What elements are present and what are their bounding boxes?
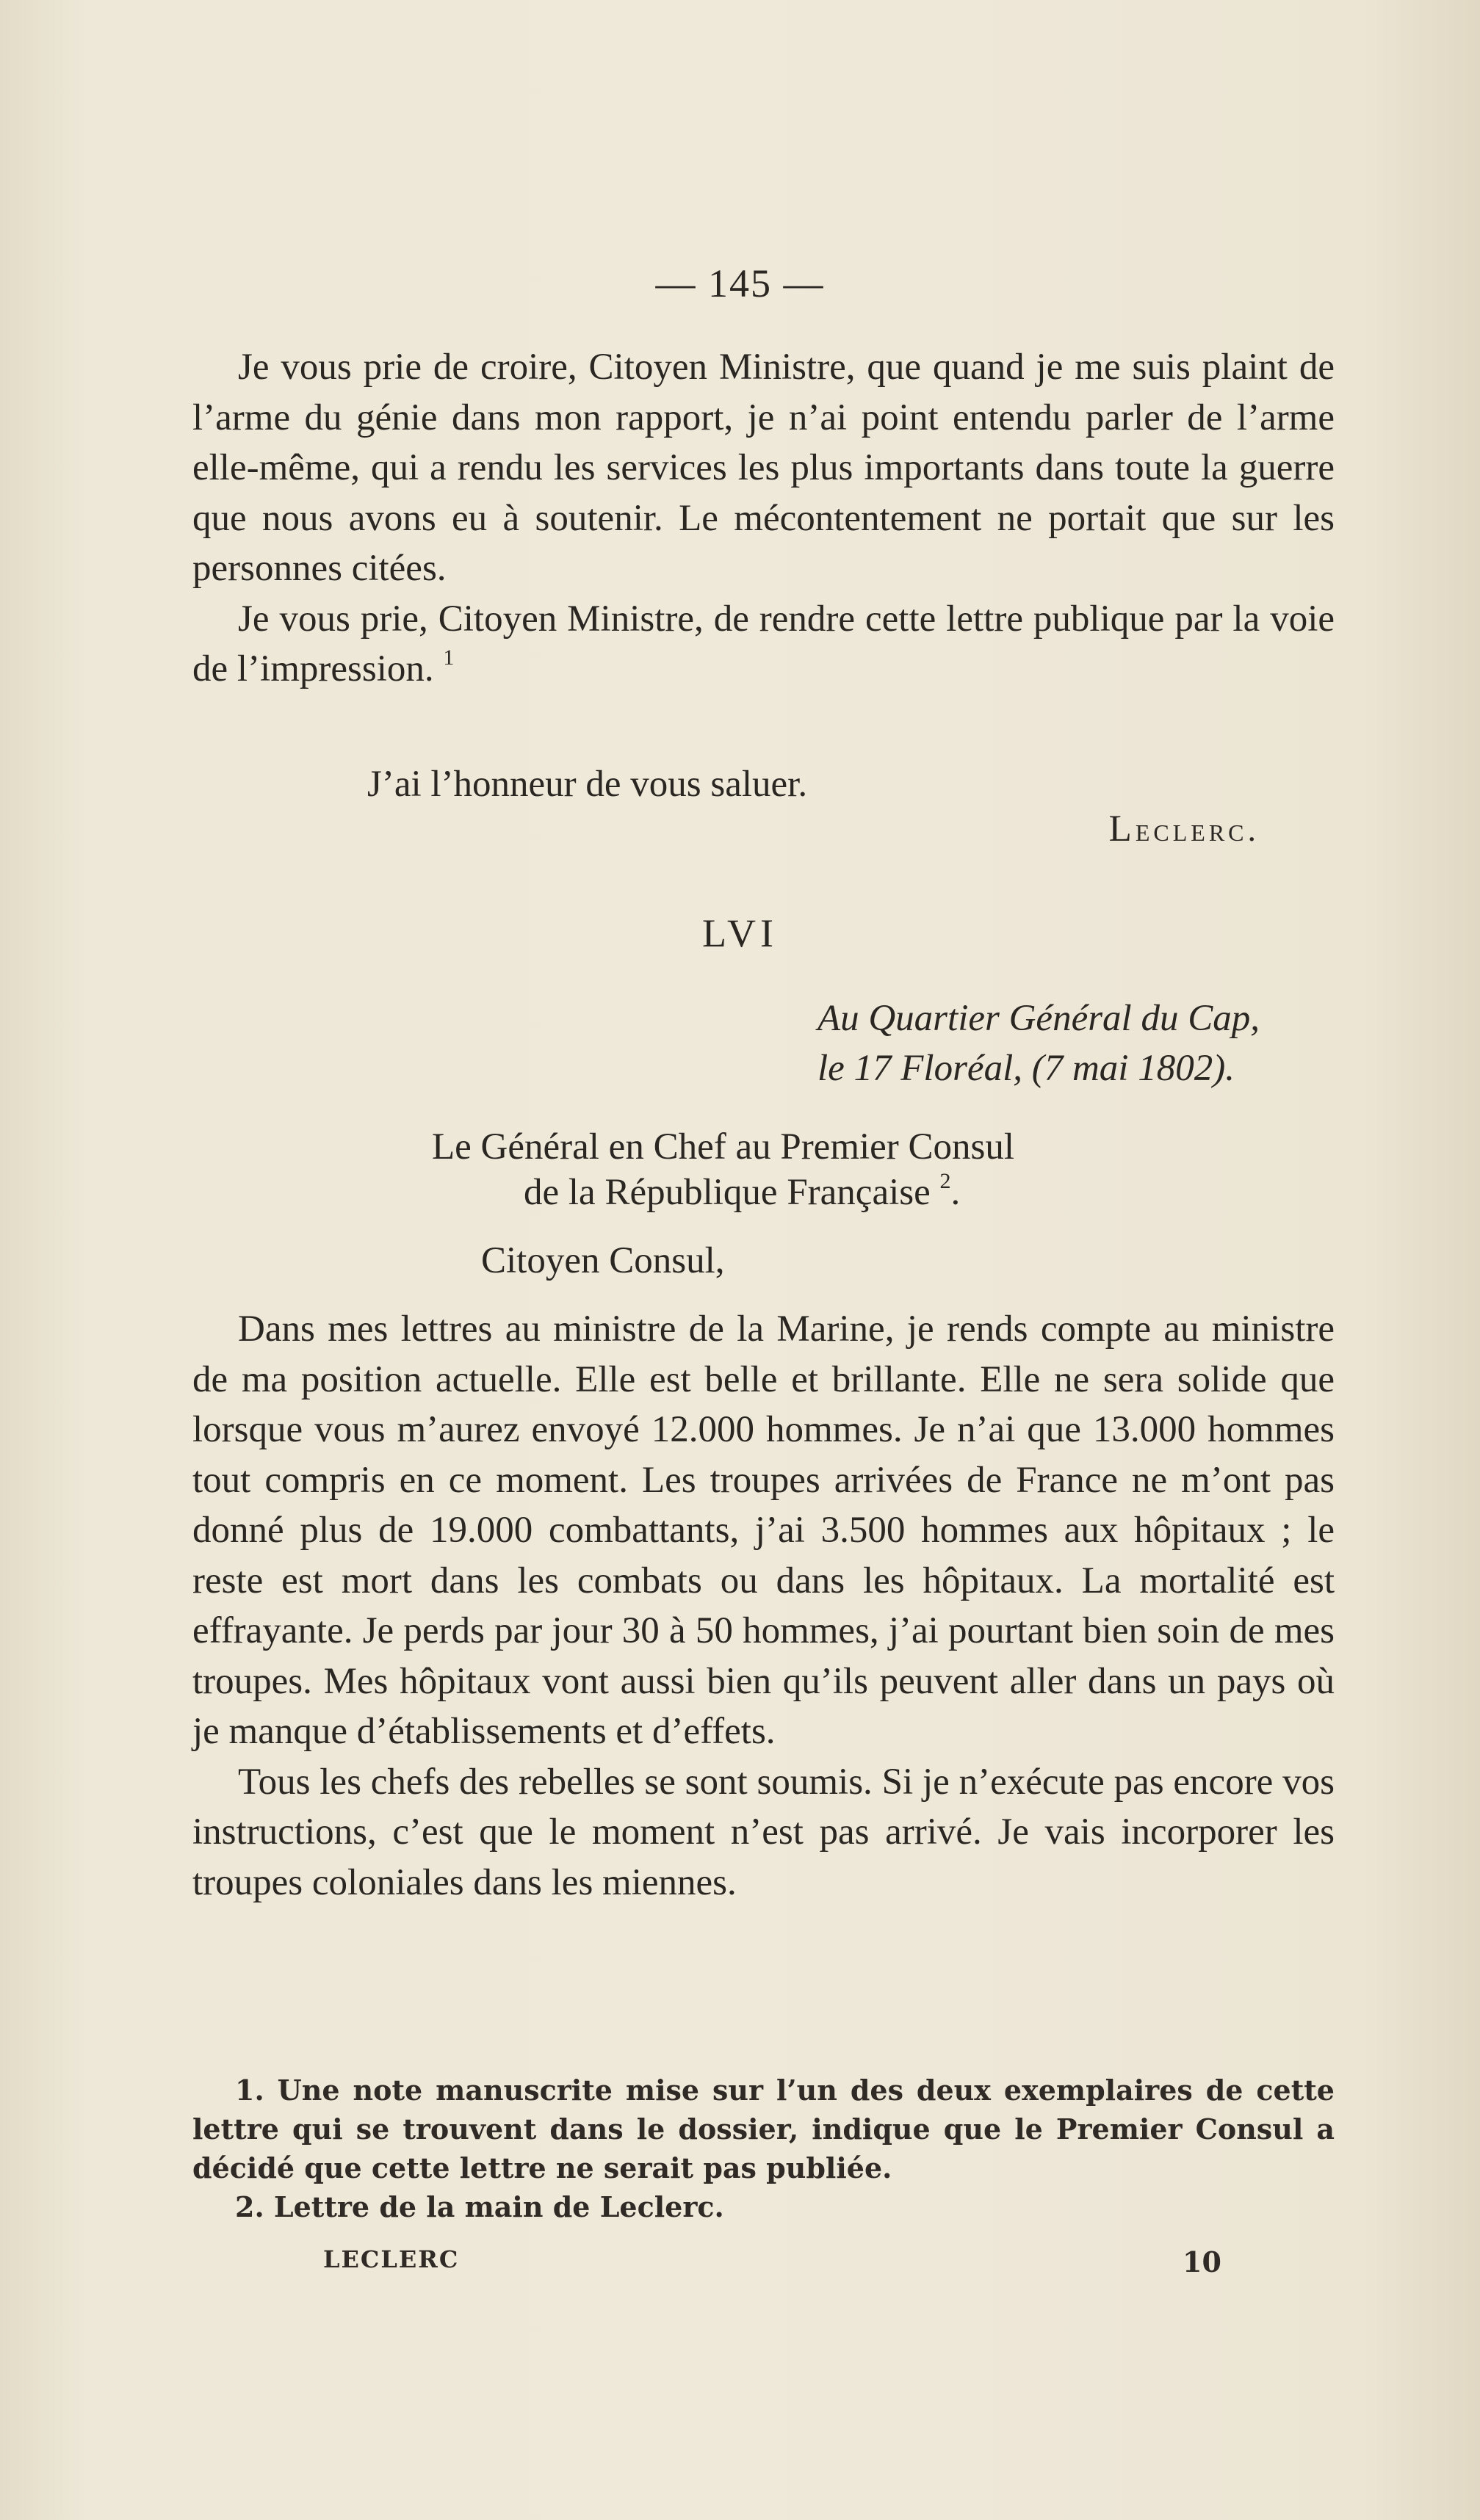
paragraph: Je vous prie de croire, Citoyen Ministre, que quand je me suis plaint de l’arme du génie dans mon rapport, je n’ai point entendu parler de l’arme elle-même, qui a rendu les services les plus importants dans toute la guerre que nous avons eu à soutenir. Le mécontentement ne portait que sur les personnes citées. <box>192 347 1335 589</box>
dateline-date: le 17 Floréal, (7 mai 1802). <box>817 1048 1235 1089</box>
footnote: 1. Une note manuscrite mise sur l’un des deux exemplaires de cette lettre qui se trouvent dans le dossier, indique que le Premier Consul a décidé que cette lettre ne serait pas publiée. <box>192 2074 1335 2184</box>
address-end: . <box>950 1172 961 1213</box>
previous-letter-body <box>192 342 1335 695</box>
footnote-ref[interactable]: 1 <box>443 645 455 670</box>
footnotes <box>192 2071 1335 2226</box>
closing-formula: J’ai l’honneur de vous saluer. <box>367 764 808 805</box>
footer-author: LECLERC <box>323 2245 460 2273</box>
address-line <box>432 1170 1014 1215</box>
paragraph <box>192 594 1335 695</box>
greeting: Citoyen Consul, <box>481 1240 725 1281</box>
address-block <box>432 1124 1014 1215</box>
paragraph: Dans mes lettres au ministre de la Marine, je rends compte au ministre de ma position actuelle. Elle est belle et brillante. Elle ne sera solide que lorsque vous m’aurez envoyé 12.000 hommes. Je n’ai que 13.000 hommes tout compris en ce moment. Les troupes arrivées de France ne m’ont pas donné plus de 19.000 combattants, j’ai 3.500 hommes aux hôpitaux ; le reste est mort dans les combats ou dans les hôpitaux. La mortalité est effrayante. Je perds par jour 30 à 50 hommes, j’ai pourtant bien soin de mes troupes. Mes hôpitaux vont aussi bien qu’ils peuvent aller dans un pays où je manque d’établissements et d’effets. <box>192 1308 1335 1752</box>
paragraph-text: Je vous prie, Citoyen Ministre, de rendre cette lettre publique par la voie de l’impression. <box>192 598 1335 689</box>
dateline-place: Au Quartier Général du Cap, <box>817 998 1260 1039</box>
address-line: Le Général en Chef au Premier Consul <box>432 1126 1015 1167</box>
letter-number: LVI <box>701 911 778 955</box>
footnote: 2. Lettre de la main de Leclerc. <box>235 2190 724 2223</box>
footer-sheet-number: 10 <box>1183 2245 1221 2278</box>
letter-body <box>192 1304 1335 1908</box>
page-number: — 145 — <box>655 261 825 305</box>
footnote-ref[interactable]: 2 <box>939 1169 951 1193</box>
paragraph: Tous les chefs des rebelles se sont soumis. Si je n’exécute pas encore vos instructions, c’est que le moment n’est pas arrivé. Je vais incorporer les troupes coloniales dans les miennes. <box>192 1761 1335 1903</box>
address-line-text: de la République Française <box>524 1172 931 1213</box>
dateline <box>817 993 1260 1093</box>
signature: Leclerc. <box>1108 808 1260 850</box>
